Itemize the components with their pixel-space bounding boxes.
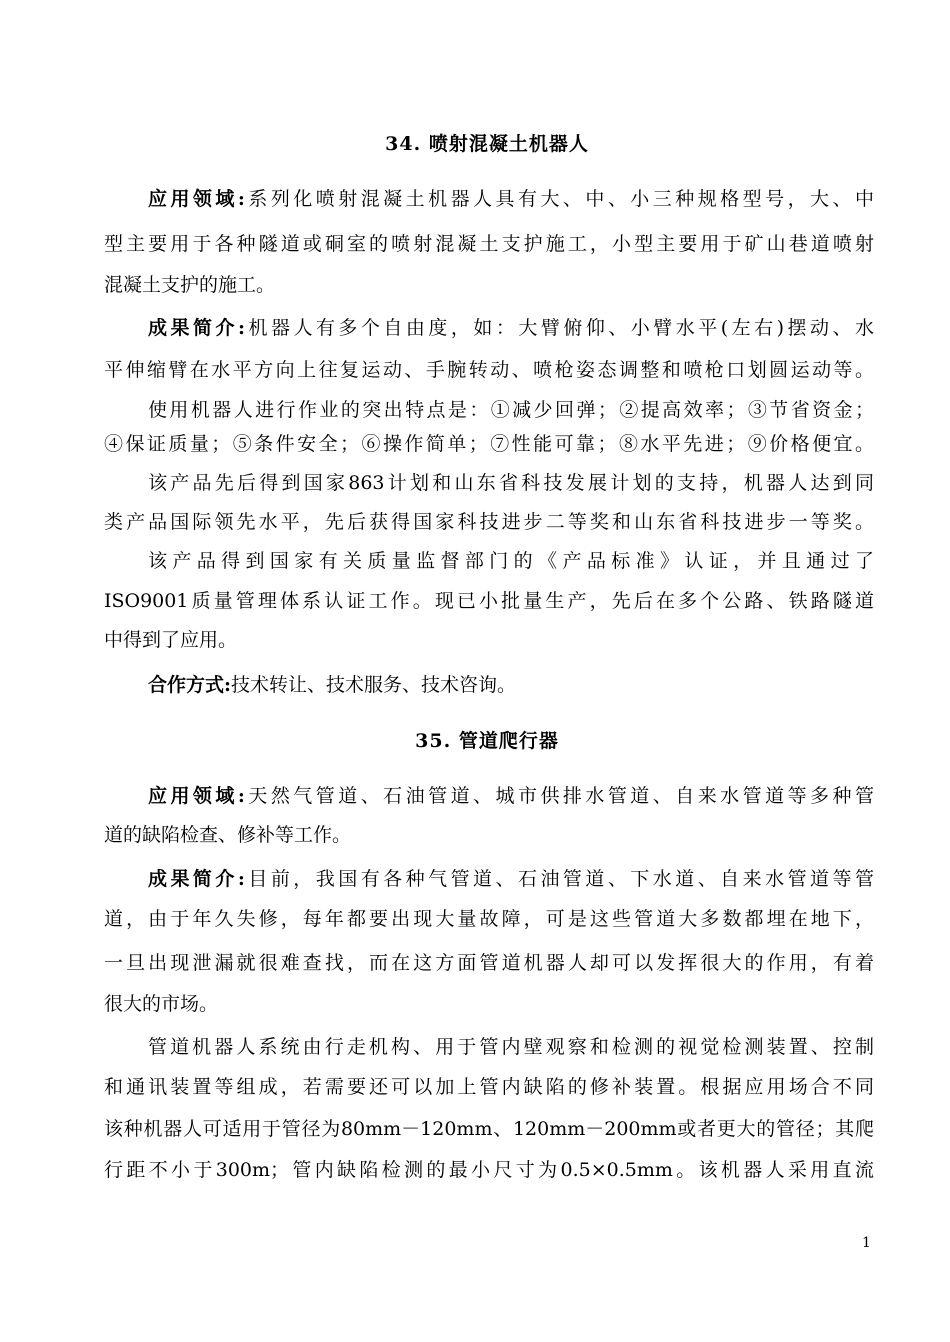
application-field-label: 应用领域: — [148, 188, 245, 210]
section-35-title: 35. 管道爬行器 — [415, 730, 559, 752]
paragraph-line: 该种机器人可适用于管径为80mm－120mm、120mm－200mm或者更大的管径；其爬 — [104, 1118, 874, 1140]
paragraph-line: 和通讯装置等组成，若需要还可以加上管内缺陷的修补装置。根据应用场合不同 — [104, 1076, 874, 1098]
paragraph-line: 混凝土支护的施工。 — [104, 274, 276, 296]
paragraph-line: 很大的市场。 — [104, 993, 219, 1015]
paragraph-text: 目前，我国有各种气管道、石油管道、下水道、自来水管道等管 — [244, 868, 874, 890]
section-34-title: 34. 喷射混凝土机器人 — [385, 133, 589, 155]
paragraph-line: ④保证质量；⑤条件安全；⑥操作简单；⑦性能可靠；⑧水平先进；⑨价格便宜。 — [104, 433, 874, 455]
paragraph-text: 天然气管道、石油管道、城市供排水管道、自来水管道等多种管 — [244, 785, 874, 807]
paragraph-line — [148, 783, 874, 809]
results-summary-label: 成果简介: — [148, 317, 245, 339]
paragraph-line — [148, 186, 874, 212]
paragraph-line: 型主要用于各种隧道或硐室的喷射混凝土支护施工，小型主要用于矿山巷道喷射 — [104, 233, 874, 255]
paragraph-line: 该产品得到国家有关质量监督部门的《产品标准》认证，并且通过了 — [148, 550, 874, 572]
paragraph-line: ISO9001质量管理体系认证工作。现已小批量生产，先后在多个公路、铁路隧道 — [104, 590, 874, 612]
paragraph-text: 系列化喷射混凝土机器人具有大、中、小三种规格型号，大、中 — [244, 188, 874, 210]
paragraph-line: 道，由于年久失修，每年都要出现大量故障，可是这些管道大多数都埋在地下， — [104, 908, 874, 930]
paragraph-line — [148, 866, 874, 892]
paragraph-line: 管道机器人系统由行走机构、用于管内壁观察和检测的视觉检测装置、控制 — [148, 1036, 874, 1058]
paragraph-line: 平伸缩臂在水平方向上往复运动、手腕转动、喷枪姿态调整和喷枪口划圆运动等。 — [104, 359, 874, 381]
paragraph-text: 技术转让、技术服务、技术咨询。 — [231, 674, 517, 696]
paragraph-line: 该产品先后得到国家863计划和山东省科技发展计划的支持，机器人达到同 — [148, 472, 874, 494]
paragraph-line — [148, 315, 874, 341]
paragraph-line: 道的缺陷检查、修补等工作。 — [104, 824, 352, 846]
paragraph-line: 类产品国际领先水平，先后获得国家科技进步二等奖和山东省科技进步一等奖。 — [104, 511, 874, 533]
results-summary-label: 成果简介: — [148, 868, 245, 890]
paragraph-line: 中得到了应用。 — [104, 629, 238, 651]
paragraph-text: 机器人有多个自由度，如：大臂俯仰、小臂水平(左右)摆动、水 — [244, 317, 875, 339]
application-field-label: 应用领域: — [148, 785, 245, 807]
paragraph-line — [148, 672, 874, 698]
page-number: 1 — [862, 1235, 871, 1251]
paragraph-line: 使用机器人进行作业的突出特点是：①减少回弹；②提高效率；③节省资金； — [148, 399, 874, 421]
paragraph-line: 行距不小于300m；管内缺陷检测的最小尺寸为0.5×0.5mm。该机器人采用直流 — [104, 1159, 874, 1181]
paragraph-line: 一旦出现泄漏就很难查找，而在这方面管道机器人却可以发挥很大的作用，有着 — [104, 952, 874, 974]
cooperation-mode-label: 合作方式: — [148, 674, 232, 696]
